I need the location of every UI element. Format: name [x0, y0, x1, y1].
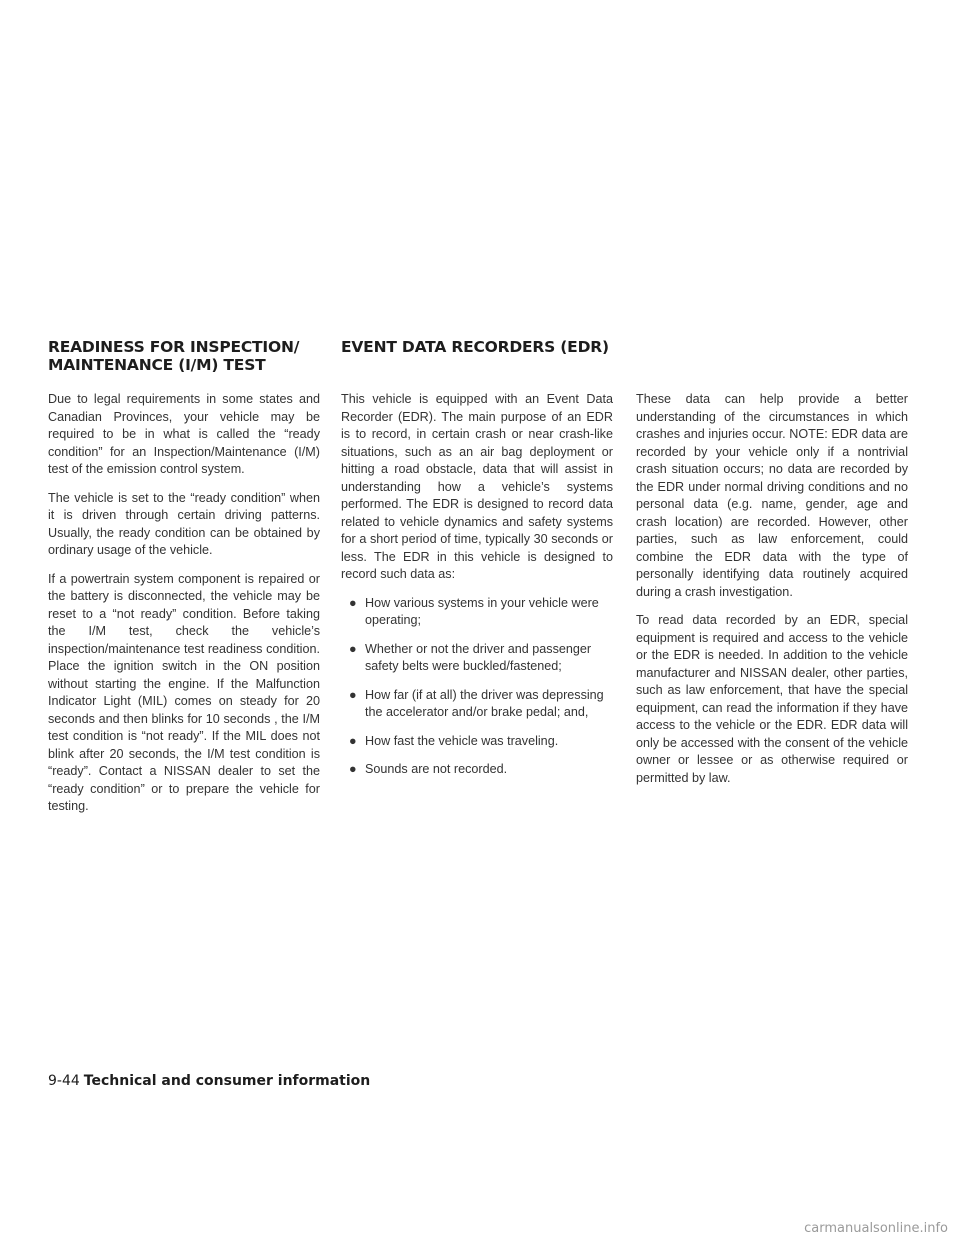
bullet-icon: ●: [349, 595, 357, 610]
bullet-icon: ●: [349, 733, 357, 748]
section-title: Technical and consumer information: [83, 1073, 371, 1089]
paragraph: To read data recorded by an EDR, special equipment is required and access to the vehicle or the EDR is needed. In addition to the vehicle manufacturer and NISSAN dealer, other parties, such as law enforcement, that have the special equipment, can read the information if they have access to the vehicle or the EDR. EDR data will only be accessed with the consent of the vehicle owner or lessee or as otherwise required or permitted by law.: [636, 613, 908, 785]
paragraph: This vehicle is equipped with an Event Data Recorder (EDR). The main purpose of an EDR is to record, in certain crash or near crash-like situations, such as an air bag deployment or hitting a road obstacle, data that will assist in understanding how a vehicle’s systems performed. The EDR is designed to record data related to vehicle dynamics and safety systems for a short period of time, typically 30 seconds or less. The EDR in this vehicle is designed to record such data as:: [341, 392, 613, 581]
paragraph: The vehicle is set to the “ready condition” when it is driven through certain driving patterns. Usually, the ready condition can be obtained by ordinary usage of the vehicle.: [48, 490, 320, 557]
list-item: ● Sounds are not recorded.: [341, 761, 613, 779]
column-readiness: [48, 391, 320, 827]
list-item: ● How fast the vehicle was traveling.: [341, 733, 613, 751]
edr-data-list: [341, 595, 613, 779]
watermark: carmanualsonline.info: [804, 1221, 948, 1236]
paragraph: If a powertrain system component is repaired or the battery is disconnected, the vehicle may be reset to a “not ready” condition. Before taking the I/M test, check the vehicle’s inspection/maintenance test readiness condition. Place the ignition switch in the ON position without starting the engine. If the Malfunction Indicator Light (MIL) comes on steady for 20 seconds and then blinks for 10 seconds , the I/M test condition is “not ready”. If the MIL does not blink after 20 seconds, the I/M test condition is “ready”. Contact a NISSAN dealer to set the “ready condition” or to prepare the vehicle for testing.: [48, 571, 320, 813]
paragraph: Due to legal requirements in some states and Canadian Provinces, your vehicle may be required to be in what is called the “ready condition” for an Inspection/Maintenance (I/M) test of the emission control system.: [48, 392, 320, 476]
paragraph: These data can help provide a better understanding of the circumstances in which crashes and injuries occur. NOTE: EDR data are recorded by your vehicle only if a nontrivial crash situation occurs; no data are recorded by the EDR under normal driving conditions and no personal data (e.g. name, gender, age and crash location) are recorded. However, other parties, such as law enforcement, could combine the EDR data with the type of personally identifying data routinely acquired during a crash investigation.: [636, 392, 908, 599]
list-item: ● How far (if at all) the driver was depressing the accelerator and/or brake pedal; and,: [349, 687, 604, 719]
column-edr-intro: [341, 391, 613, 790]
bullet-icon: ●: [349, 641, 357, 656]
page-number: 9-44: [48, 1073, 80, 1089]
list-item: ● Whether or not the driver and passenger safety belts were buckled/fastened;: [349, 641, 592, 673]
list-item: ● How various systems in your vehicle were operating;: [349, 595, 599, 627]
bullet-icon: ●: [349, 687, 357, 702]
bullet-icon: ●: [349, 762, 357, 776]
column-edr-details: [636, 391, 908, 798]
section-heading-readiness: READINESS FOR INSPECTION/ MAINTENANCE (I/M) TEST: [48, 338, 300, 374]
page-footer: [48, 1071, 370, 1090]
section-heading-edr: EVENT DATA RECORDERS (EDR): [341, 338, 609, 356]
